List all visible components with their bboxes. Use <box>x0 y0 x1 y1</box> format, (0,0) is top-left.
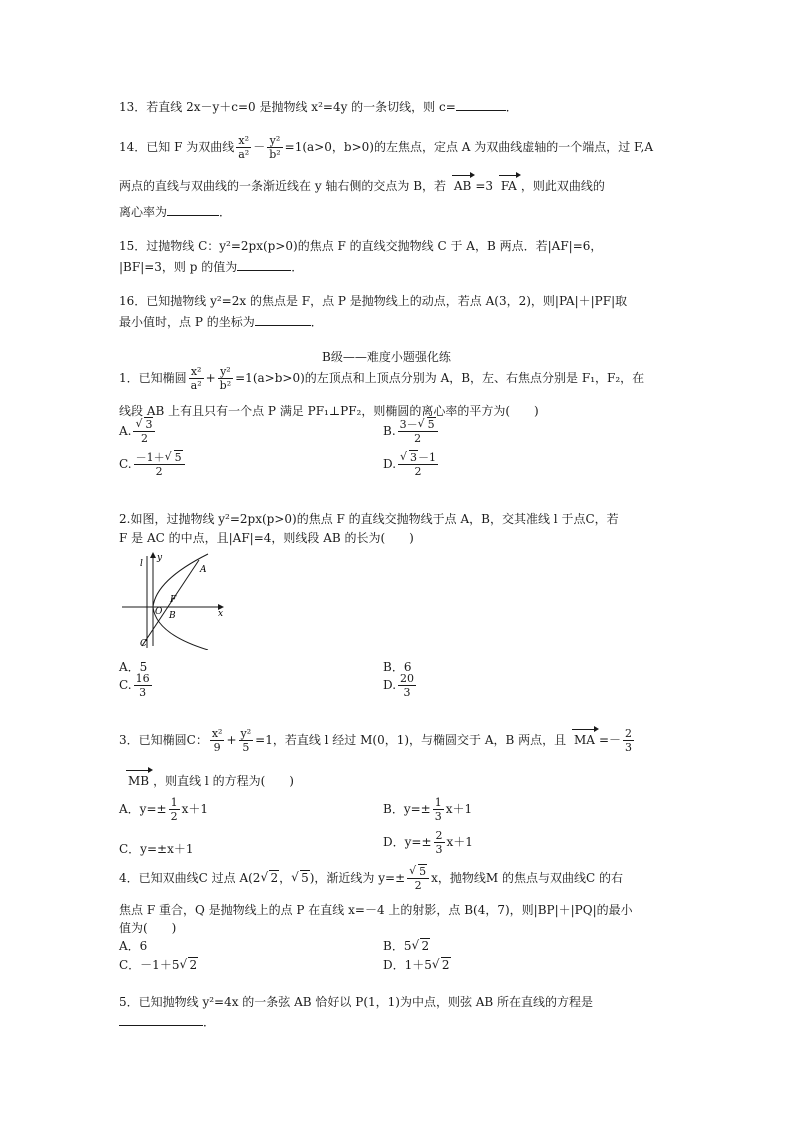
fraction: $\frac{-1+√ 5}{2}$ <box>134 452 185 477</box>
question-b5-line2: ． <box>119 1013 215 1030</box>
question-16: 16．已知抛物线 y²=2x 的焦点是 F，点 P 是抛物线上的动点，若点 A(3，2)，则|PA|＋|PF|取 <box>119 294 628 308</box>
question-b4: 4．已知双曲线C 过点 A(2√ 2，√ 5)，渐近线为 y=± √ $\frac{5}{2}$ x，抛物线M 的焦点与双曲线C 的右 <box>119 866 623 891</box>
question-b2-line2: F 是 AC 的中点，且|AF|=4，则线段 AB 的长为( ) <box>119 531 414 545</box>
option-b3-c[interactable]: C．y=±x＋1 <box>119 842 194 856</box>
section-title: B级——难度小题强化练 <box>322 350 451 364</box>
label-a: A <box>200 565 207 575</box>
fraction: $\frac{\text{y²}}{\text{b²}}$ <box>269 134 281 161</box>
option-b1-a[interactable]: A. √ $\frac{3}{2}$ <box>119 419 157 444</box>
label-f: F <box>170 595 177 605</box>
fraction: $\frac{\text{y²}}{5}$ <box>240 727 252 754</box>
vector-mb: MB <box>124 774 153 788</box>
question-b3-line2: MB ，则直线 l 的方程为( ) <box>124 772 294 789</box>
y-axis-arrow <box>150 552 156 558</box>
fraction: √ $\frac{5}{2}$ <box>407 866 429 891</box>
label-c: C <box>140 639 147 649</box>
question-14-line2: 两点的直线与双曲线的一条渐近线在 y 轴右侧的交点为 B，若 AB =3 FA ，则此双曲线的 <box>119 179 605 193</box>
option-b2-a[interactable]: A．5 <box>119 660 148 674</box>
option-b2-b[interactable]: B．6 <box>383 660 412 674</box>
answer-blank <box>255 315 311 326</box>
option-b1-b[interactable]: B. $\frac{3-√ 5}{2}$ <box>383 419 440 444</box>
fraction: √ $\frac{3-1}{2}$ <box>398 452 438 477</box>
fraction: $\frac{2}{3}$ <box>435 829 443 856</box>
option-b4-a[interactable]: A．6 <box>119 939 148 953</box>
sqrt: √ 2 <box>432 958 451 972</box>
question-b3: 3．已知椭圆C： $\frac{\text{x²}}{9}$ + $\frac{\text{y²}}{5}$ =1，若直线 l 经过 M(0，1)，与椭圆交于 A，B 两点，且 MA =－ $\frac{2}{3}$ <box>119 727 632 754</box>
sqrt: √ 2 <box>179 958 198 972</box>
question-15: 15．过抛物线 C：y²=2px(p>0)的焦点 F 的直线交抛物线 C 于 A，B 两点．若|AF|=6， <box>119 239 603 253</box>
option-b3-d[interactable]: D．y=± $\frac{2}{3}$ x＋1 <box>383 829 473 856</box>
answer-blank <box>119 1015 203 1026</box>
option-b4-d[interactable]: D．1＋5√ 2 <box>383 956 451 973</box>
option-b1-c[interactable]: C. $\frac{-1+√ 5}{2}$ <box>119 452 187 477</box>
label-b: B <box>169 611 176 621</box>
fraction: $\frac{\text{x²}}{\text{a²}}$ <box>190 365 202 392</box>
vector-ab: AB <box>450 179 475 193</box>
sqrt: √ 2 <box>411 939 430 953</box>
option-b4-c[interactable]: C．－1＋5√ 2 <box>119 956 198 973</box>
question-b1: 1．已知椭圆 $\frac{\text{x²}}{\text{a²}}$ + $\frac{\text{y²}}{\text{b²}}$ =1(a>b>0)的左顶点和上顶点分别为 A，B，左、右焦点分别是 F₁，F₂，在 <box>119 365 645 392</box>
question-b1-line2: 线段 AB 上有且只有一个点 P 满足 PF₁⊥PF₂，则椭圆的离心率的平方为( ) <box>119 404 539 418</box>
parabola-figure <box>120 550 230 650</box>
fraction: $\frac{1}{3}$ <box>434 796 442 823</box>
answer-blank <box>167 205 219 216</box>
vector-fa: FA <box>497 179 521 193</box>
fraction: $\frac{20}{3}$ <box>400 672 415 699</box>
label-l: l <box>140 559 143 569</box>
vector-ma: MA <box>570 733 599 747</box>
fraction: √ $\frac{3}{2}$ <box>133 419 155 444</box>
fraction: $\frac{2}{3}$ <box>625 727 632 754</box>
fraction: $\frac{3-√ 5}{2}$ <box>398 419 438 444</box>
sqrt: √ 5 <box>291 871 310 885</box>
label-x: x <box>218 609 224 619</box>
sqrt: √ 2 <box>260 871 279 885</box>
option-b1-d[interactable]: D. √ $\frac{3-1}{2}$ <box>383 452 440 477</box>
label-o: O <box>155 607 163 617</box>
question-15-line2: |BF|=3，则 p 的值为 ． <box>119 260 304 274</box>
fraction: $\frac{\text{x²}}{9}$ <box>211 727 223 754</box>
question-14: 14．已知 F 为双曲线 $\frac{\text{x²}}{\text{a²}}$ － $\frac{\text{y²}}{\text{b²}}$ =1(a>0，b>0)的左焦点，定点 A 为双曲线虚轴的一个端点，过 F,A <box>119 134 653 161</box>
answer-blank <box>237 260 291 271</box>
question-b4-line2: 焦点 F 重合，Q 是抛物线上的点 P 在直线 x=－4 上的射影，点 B(4，7)，则|BP|＋|PQ|的最小 <box>119 903 633 917</box>
question-16-line2: 最小值时，点 P 的坐标为 ． <box>119 315 323 329</box>
fraction: $\frac{\text{x²}}{\text{a²}}$ <box>238 134 250 161</box>
question-b2: 2.如图，过抛物线 y²=2px(p>0)的焦点 F 的直线交抛物线于点 A，B，交其准线 l 于点C，若 <box>119 512 619 526</box>
fraction: $\frac{\text{y²}}{\text{b²}}$ <box>219 365 232 392</box>
fraction: $\frac{16}{3}$ <box>135 672 150 699</box>
option-b2-d[interactable]: D. $\frac{20}{3}$ <box>383 672 415 699</box>
question-14-line3: 离心率为 ． <box>119 205 232 219</box>
question-13: 13．若直线 2x－y＋c=0 是抛物线 x²=4y 的一条切线，则 c= ． <box>119 100 518 114</box>
question-b5: 5．已知抛物线 y²=4x 的一条弦 AB 恰好以 P(1，1)为中点，则弦 AB 所在直线的方程是 <box>119 995 594 1009</box>
option-b3-b[interactable]: B．y=± $\frac{1}{3}$ x＋1 <box>383 796 473 823</box>
option-b3-a[interactable]: A．y=± $\frac{1}{2}$ x＋1 <box>119 796 208 823</box>
answer-blank <box>456 100 506 111</box>
question-b4-line3: 值为( ) <box>119 921 177 935</box>
option-b2-c[interactable]: C. $\frac{16}{3}$ <box>119 672 150 699</box>
option-b4-b[interactable]: B．5√ 2 <box>383 937 430 954</box>
fraction: $\frac{1}{2}$ <box>170 796 178 823</box>
label-y: y <box>157 553 163 563</box>
